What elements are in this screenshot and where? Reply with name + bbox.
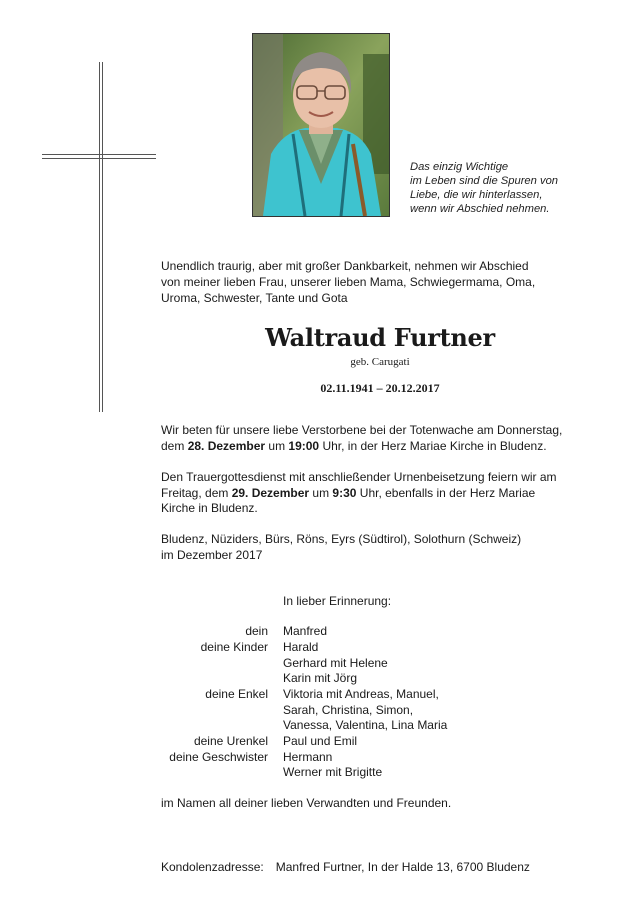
motto-quote <box>410 160 630 216</box>
wake-line: dem 28. Dezember um 19:00 Uhr, in der Herz Mariae Kirche in Bludenz. <box>161 438 547 453</box>
portrait-photo <box>252 33 390 217</box>
wake-time: 19:00 <box>288 438 320 453</box>
funeral-line: Freitag, dem 29. Dezember um 9:30 Uhr, ebenfalls in der Herz Mariae <box>161 485 536 500</box>
motto-line: Das einzig Wichtige <box>410 161 509 173</box>
places-line: Bludenz, Nüziders, Bürs, Röns, Eyrs (Südtirol), Solothurn (Schweiz) <box>161 532 522 546</box>
life-dates: 02.11.1941 – 20.12.2017 <box>320 381 440 395</box>
mourner-name: Karin mit Jörg <box>283 671 358 685</box>
mourner-name: Werner mit Brigitte <box>283 765 383 779</box>
mourner-label: deine Urenkel <box>193 734 268 748</box>
cross-horizontal-beam <box>42 154 156 159</box>
funeral-time: 9:30 <box>332 485 357 500</box>
wake-paragraph <box>161 423 621 454</box>
condolence-label: Kondolenzadresse: <box>161 860 264 874</box>
condolence-address-text: Manfred Furtner, In der Halde 13, 6700 Bludenz <box>275 860 530 874</box>
deceased-name: Waltraud Furtner <box>265 323 495 352</box>
memory-heading: In lieber Erinnerung: <box>283 594 392 608</box>
mourner-name: Manfred <box>283 624 328 638</box>
mourner-name: Sarah, Christina, Simon, <box>283 703 414 717</box>
places-paragraph <box>161 532 621 563</box>
condolence-address <box>161 860 530 874</box>
mourner-name: Gerhard mit Helene <box>283 656 388 670</box>
wake-line: Wir beten für unsere liebe Verstorbene bei der Totenwache am Donnerstag, <box>161 423 563 437</box>
mourner-name: Vanessa, Valentina, Lina Maria <box>283 718 448 732</box>
motto-line: Liebe, die wir hinterlassen, <box>410 189 543 201</box>
wake-date: 28. Dezember <box>187 438 266 453</box>
portrait-illustration <box>253 34 389 216</box>
date-line: im Dezember 2017 <box>161 547 263 562</box>
birth-name: geb. Carugati <box>350 356 410 368</box>
mourner-label: dein <box>245 624 268 638</box>
mourner-label: deine Geschwister <box>169 750 268 764</box>
mourner-name: Harald <box>283 640 319 654</box>
motto-line: im Leben sind die Spuren von <box>410 175 559 187</box>
funeral-line: Den Trauergottesdienst mit anschließender Urnenbeisetzung feiern wir am <box>161 470 557 484</box>
mourner-name: Paul und Emil <box>283 734 358 748</box>
intro-line: von meiner lieben Frau, unserer lieben Mama, Schwiegermama, Oma, <box>161 275 536 289</box>
cross-vertical-beam <box>99 62 103 412</box>
intro-line: Uroma, Schwester, Tante und Gota <box>161 291 348 305</box>
intro-text <box>161 258 621 306</box>
funeral-date: 29. Dezember <box>231 485 310 500</box>
mourner-name: Viktoria mit Andreas, Manuel, <box>283 687 439 701</box>
intro-line: Unendlich traurig, aber mit großer Dankbarkeit, nehmen wir Abschied <box>161 259 529 273</box>
funeral-paragraph <box>161 470 621 517</box>
mourner-label: deine Enkel <box>205 687 268 701</box>
motto-line: wenn wir Abschied nehmen. <box>410 203 550 215</box>
closing-line: im Namen all deiner lieben Verwandten und Freunden. <box>161 796 452 810</box>
mourner-label: deine Kinder <box>200 640 268 654</box>
mourner-name: Hermann <box>283 750 333 764</box>
funeral-line: Kirche in Bludenz. <box>161 501 258 516</box>
